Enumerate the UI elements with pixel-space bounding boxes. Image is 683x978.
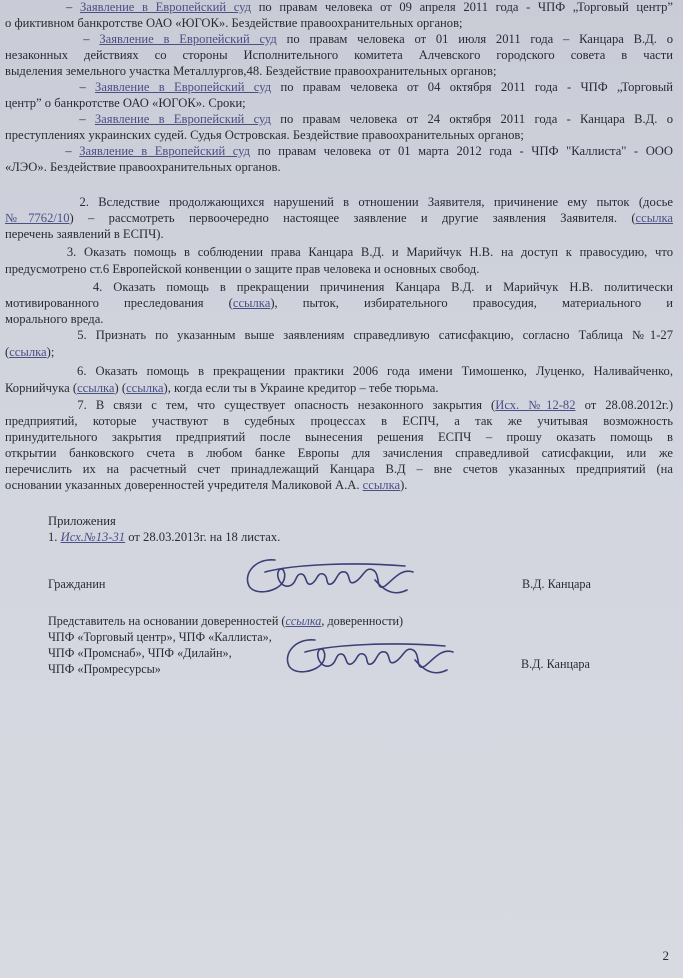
signature1-name: В.Д. Канцара bbox=[522, 577, 591, 591]
p4-line3: морального вреда. bbox=[5, 312, 104, 326]
p5-line1: 5. Признать по указанным выше заявлениям справедливую сатисфакцию, согласно Таблица №1-27 bbox=[77, 328, 673, 342]
p7-line1: 7. В связи с тем, что существует опасность незаконного закрытия (Исх. №12-82 от 28.08.2012г.) bbox=[77, 398, 674, 412]
p2-line2: №7762/10) – рассмотреть первоочередно настоящее заявление и другие заявления Заявителя. (ссылка bbox=[5, 211, 673, 225]
intro-link-1[interactable]: Заявление в Европейский суд bbox=[79, 0, 252, 14]
p7-line3: принудительного закрытия предприятий после вынесения решения ЕСПЧ – прошу оказать помощь в bbox=[5, 430, 673, 444]
p6-link-1[interactable]: ссылка bbox=[77, 381, 115, 395]
intro-link-4[interactable]: Заявление в Европейский суд bbox=[94, 112, 271, 126]
p7-line4: открытии банковского счета в любом банке Европы для зачисления справедливой сатисфакции, или же bbox=[5, 446, 673, 460]
p4-line2: мотивированного преследования (ссылка), пыток, избирательного правосудия, материального и bbox=[5, 296, 673, 310]
p7-ref-link[interactable]: Исх. №12-82 bbox=[495, 398, 576, 412]
intro-item-3: – Заявление в Европейский суд по правам человека от 04 октября 2011 года - ЧПФ „Торговый bbox=[5, 80, 673, 94]
p4-line1: 4. Оказать помощь в прекращении причинения Канцара В.Д. и Марийчук Н.В. политически bbox=[92, 280, 674, 294]
signature2-name: В.Д. Канцара bbox=[521, 657, 590, 671]
p2-dossier-link[interactable]: №7762/10 bbox=[5, 211, 70, 225]
p2-line3: перечень заявлений в ЕСПЧ). bbox=[5, 227, 164, 241]
intro-item-1-cont: о фиктивном банкротстве ОАО «ЮГОК». Бездействие правоохранительных органов; bbox=[5, 16, 463, 30]
intro-link-5[interactable]: Заявление в Европейский суд bbox=[79, 144, 251, 158]
p2-link[interactable]: ссылка bbox=[635, 211, 673, 225]
intro-item-2-cont: незаконных действиях со стороны Исполнительного комитета Алчевского городского совета в части bbox=[5, 48, 673, 62]
p5-link[interactable]: ссылка bbox=[9, 345, 47, 359]
representative-line3: ЧПФ «Промснаб», ЧПФ «Дилайн», bbox=[48, 646, 232, 660]
attachment-link[interactable]: Исх.№13-31 bbox=[60, 530, 126, 544]
p3-line1: 3. Оказать помощь в соблюдении права Канцара В.Д. и Марийчук Н.В. на доступ к правосудию, что bbox=[66, 245, 673, 259]
representative-link[interactable]: ссылка bbox=[285, 614, 322, 628]
representative-line1: Представитель на основании доверенностей (ссылка, доверенности) bbox=[48, 614, 404, 628]
attachments-heading: Приложения bbox=[48, 514, 116, 528]
intro-link-2[interactable]: Заявление в Европейский суд bbox=[99, 32, 277, 46]
p6-link-2[interactable]: ссылка bbox=[126, 381, 164, 395]
signature-2-image bbox=[275, 632, 475, 682]
intro-item-1: – Заявление в Европейский суд по правам человека от 09 апреля 2011 года - ЧПФ „Торговый центр” bbox=[5, 0, 673, 14]
intro-item-3-cont: центр” о банкротстве ОАО «ЮГОК». Сроки; bbox=[5, 96, 246, 110]
p7-line5: перечислить их на расчетный счет принадлежащий Канцара В.Д – вне счетов указанных предприятий (на bbox=[5, 462, 673, 476]
page-number: 2 bbox=[662, 948, 669, 963]
representative-line4: ЧПФ «Промресурсы» bbox=[48, 662, 161, 676]
p7-line6: основании указанных доверенностей учредителя Маликовой А.А. ссылка). bbox=[5, 478, 408, 492]
p7-link[interactable]: ссылка bbox=[362, 478, 401, 492]
signature1-label: Гражданин bbox=[48, 577, 106, 591]
intro-item-2: – Заявление в Европейский суд по правам человека от 01 июля 2011 года – Канцара В.Д. о bbox=[5, 32, 673, 46]
intro-item-2-extra: выделения земельного участка Металлургов,48. Бездействие правоохранительных органов; bbox=[5, 64, 497, 78]
p6-line2: Корнийчука (ссылка) (ссылка), когда если ты в Украине кредитор – тебе тюрьма. bbox=[5, 381, 439, 395]
p7-line2: предприятий, которые участвуют в судебных процессах в ЕСПЧ, а так же учитывая возможность bbox=[5, 414, 673, 428]
p6-line1: 6. Оказать помощь в прекращении практики 2006 года имени Тимошенко, Луценко, Наливайченко, bbox=[77, 364, 674, 378]
p2-line1: 2. Вследствие продолжающихся нарушений в отношении Заявителя, причинение ему пыток (досье bbox=[79, 195, 673, 209]
intro-item-5-cont: «ЛЭО». Бездействие правоохранительных органов. bbox=[5, 160, 281, 174]
p5-line2: (ссылка); bbox=[5, 345, 55, 359]
signature-1-image bbox=[235, 552, 435, 602]
intro-item-4-cont: преступлениях украинских судей. Судья Островская. Бездействие правоохранительных органов; bbox=[5, 128, 524, 142]
attachments-item: 1. Исх.№13-31 от 28.03.2013г. на 18 листах. bbox=[48, 530, 281, 544]
p3-line2: предусмотрено ст.6 Европейской конвенции о защите прав человека и основных свобод. bbox=[5, 262, 480, 276]
intro-item-5: – Заявление в Европейский суд по правам человека от 01 марта 2012 года - ЧПФ "Каллиста" - ООО bbox=[5, 144, 673, 158]
representative-line2: ЧПФ «Торговый центр», ЧПФ «Каллиста», bbox=[48, 630, 272, 644]
intro-item-4: – Заявление в Европейский суд по правам человека от 24 октября 2011 года - Канцара В.Д. о bbox=[5, 112, 673, 126]
p4-link[interactable]: ссылка bbox=[232, 296, 271, 310]
intro-link-3[interactable]: Заявление в Европейский суд bbox=[95, 80, 272, 94]
